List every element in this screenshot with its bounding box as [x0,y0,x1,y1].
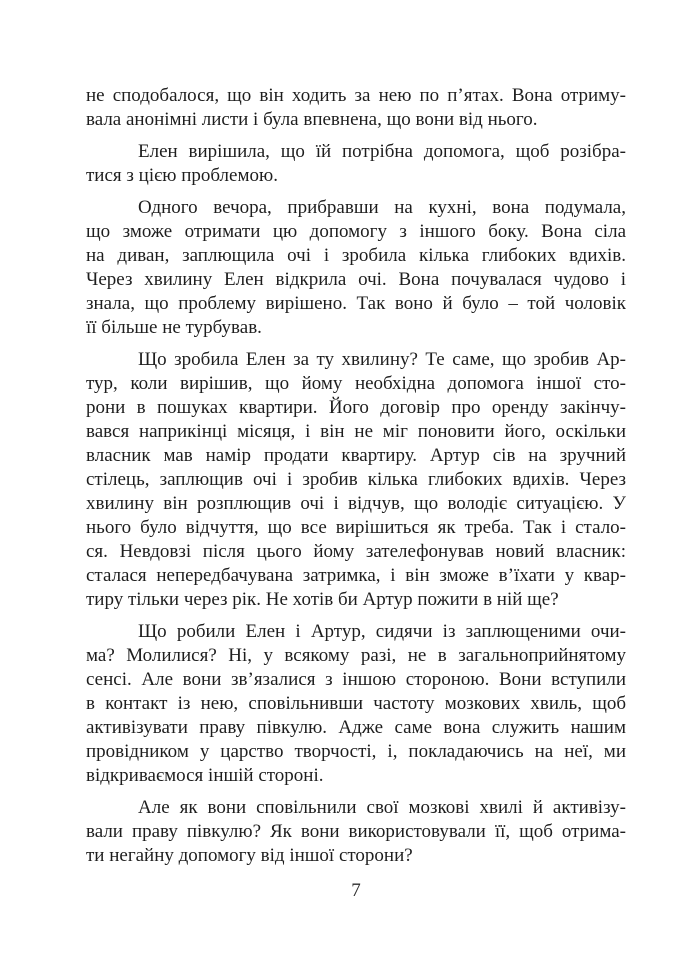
text-line: тися з цією проблемою. [86,165,278,186]
text-line: на диван, заплющила очі і зробила кілька глибоких вдихів. [86,245,626,266]
text-line: сталася непередбачувана затримка, і він зможе в’їхати у квар- [86,565,626,586]
text-line: провідником у царство творчості, і, покладаючись на неї, ми [86,741,626,762]
page-number: 7 [351,880,361,901]
text-line: вали праву півкулю? Як вони використовували її, щоб отрима- [86,821,626,842]
paragraph [86,796,626,868]
text-line: знала, що проблему вирішено. Так воно й було – той чоловік [86,293,626,314]
text-line: рони в пошуках квартири. Його договір про оренду закінчу- [86,397,626,418]
paragraph [86,348,626,612]
text-line: сенсі. Але вони зв’язалися з іншою стороною. Вони вступили [86,669,626,690]
text-line: не сподобалося, що він ходить за нею по п’ятах. Вона отриму- [86,85,626,106]
text-line: хвилину він розплющив очі і відчув, що володіє ситуацією. У [86,493,626,514]
text-line: Через хвилину Елен відкрила очі. Вона почувалася чудово і [86,269,626,290]
text-line: ма? Молилися? Ні, у всякому разі, не в загальноприйнятому [86,645,626,666]
text-line: відкриваємося іншій стороні. [86,765,324,786]
text-line: Що робили Елен і Артур, сидячи із заплющеними очи- [138,621,626,642]
text-line: тур, коли вирішив, що йому необхідна допомога іншої сто- [86,373,626,394]
text-line: що зможе отримати цю допомогу з іншого боку. Вона сіла [86,221,626,242]
text-line: її більше не турбував. [86,317,262,338]
text-line: тиру тільки через рік. Не хотів би Артур пожити в ній ще? [86,589,559,610]
text-block [86,84,626,868]
text-line: Що зробила Елен за ту хвилину? Те саме, що зробив Ар- [138,349,626,370]
paragraph [86,84,626,132]
text-line: ти негайну допомогу від іншої сторони? [86,845,413,866]
text-line: Але як вони сповільнили свої мозкові хвилі й активізу- [138,797,626,818]
text-line: ся. Невдовзі після цього йому зателефонував новий власник: [86,541,626,562]
text-line: Одного вечора, прибравши на кухні, вона подумала, [138,197,626,218]
text-line: Елен вирішила, що їй потрібна допомога, щоб розібра- [138,141,626,162]
text-line: власник мав намір продати квартиру. Артур сів на зручний [86,445,626,466]
text-line: нього було відчуття, що все вирішиться як треба. Так і стало- [86,517,626,538]
text-line: в контакт із нею, сповільнивши частоту мозкових хвиль, щоб [86,693,626,714]
paragraph [86,620,626,788]
text-line: вала анонімні листи і була впевнена, що вони від нього. [86,109,538,130]
text-line: активізувати праву півкулю. Адже саме вона служить нашим [86,717,626,738]
paragraph [86,140,626,188]
text-line: стілець, заплющив очі і зробив кілька глибоких вдихів. Через [86,469,626,490]
paragraph [86,196,626,340]
text-line: вався наприкінці місяця, і він не міг поновити його, оскільки [86,421,626,442]
